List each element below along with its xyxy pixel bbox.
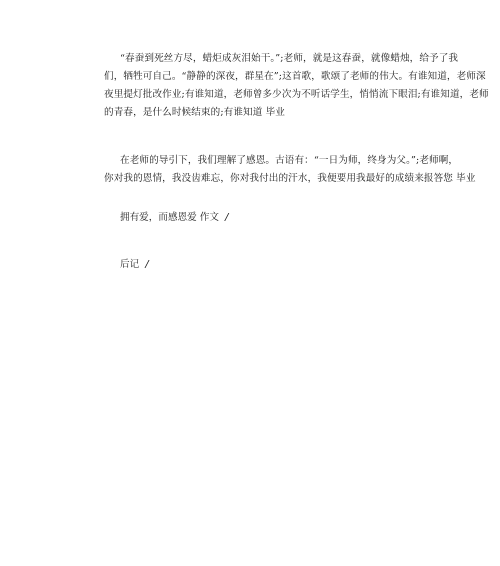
paragraph-teacher-praise — [104, 50, 489, 122]
paragraph-line: “春蚕到死丝方尽，蜡炬成灰泪始干。”;老师，就是这春蚕，就像蜡烛，给予了我 — [120, 53, 459, 64]
paragraph-line: 在老师的导引下，我们理解了感恩。古语有：“一日为师，终身为父。”;老师啊， — [120, 155, 459, 166]
paragraph-gratitude — [104, 152, 476, 188]
paragraph-line: 们，牺牲可自己。“静静的深夜，群星在”;这首歌，歌颂了老师的伟大。有谁知道，老师深 — [104, 71, 486, 82]
paragraph-line: 的青春，是什么时候结束的;有谁知道 毕业 — [104, 107, 285, 118]
essay-title-text: 拥有爱，而感恩爱 作文 — [120, 212, 219, 223]
paragraph-line: 你对我的恩情，我没齿难忘，你对我付出的汗水，我便要用我最好的成绩来报答您 毕业 — [104, 173, 476, 184]
paragraph-line: 夜里提灯批改作业;有谁知道，老师曾多少次为不听话学生，悄悄流下眼泪;有谁知道，老师 — [104, 89, 489, 100]
postscript-line — [120, 258, 149, 272]
essay-title-line — [120, 211, 228, 225]
postscript-text: 后记 — [120, 259, 140, 270]
slash-mark: / — [225, 212, 229, 223]
slash-mark: / — [145, 259, 149, 270]
